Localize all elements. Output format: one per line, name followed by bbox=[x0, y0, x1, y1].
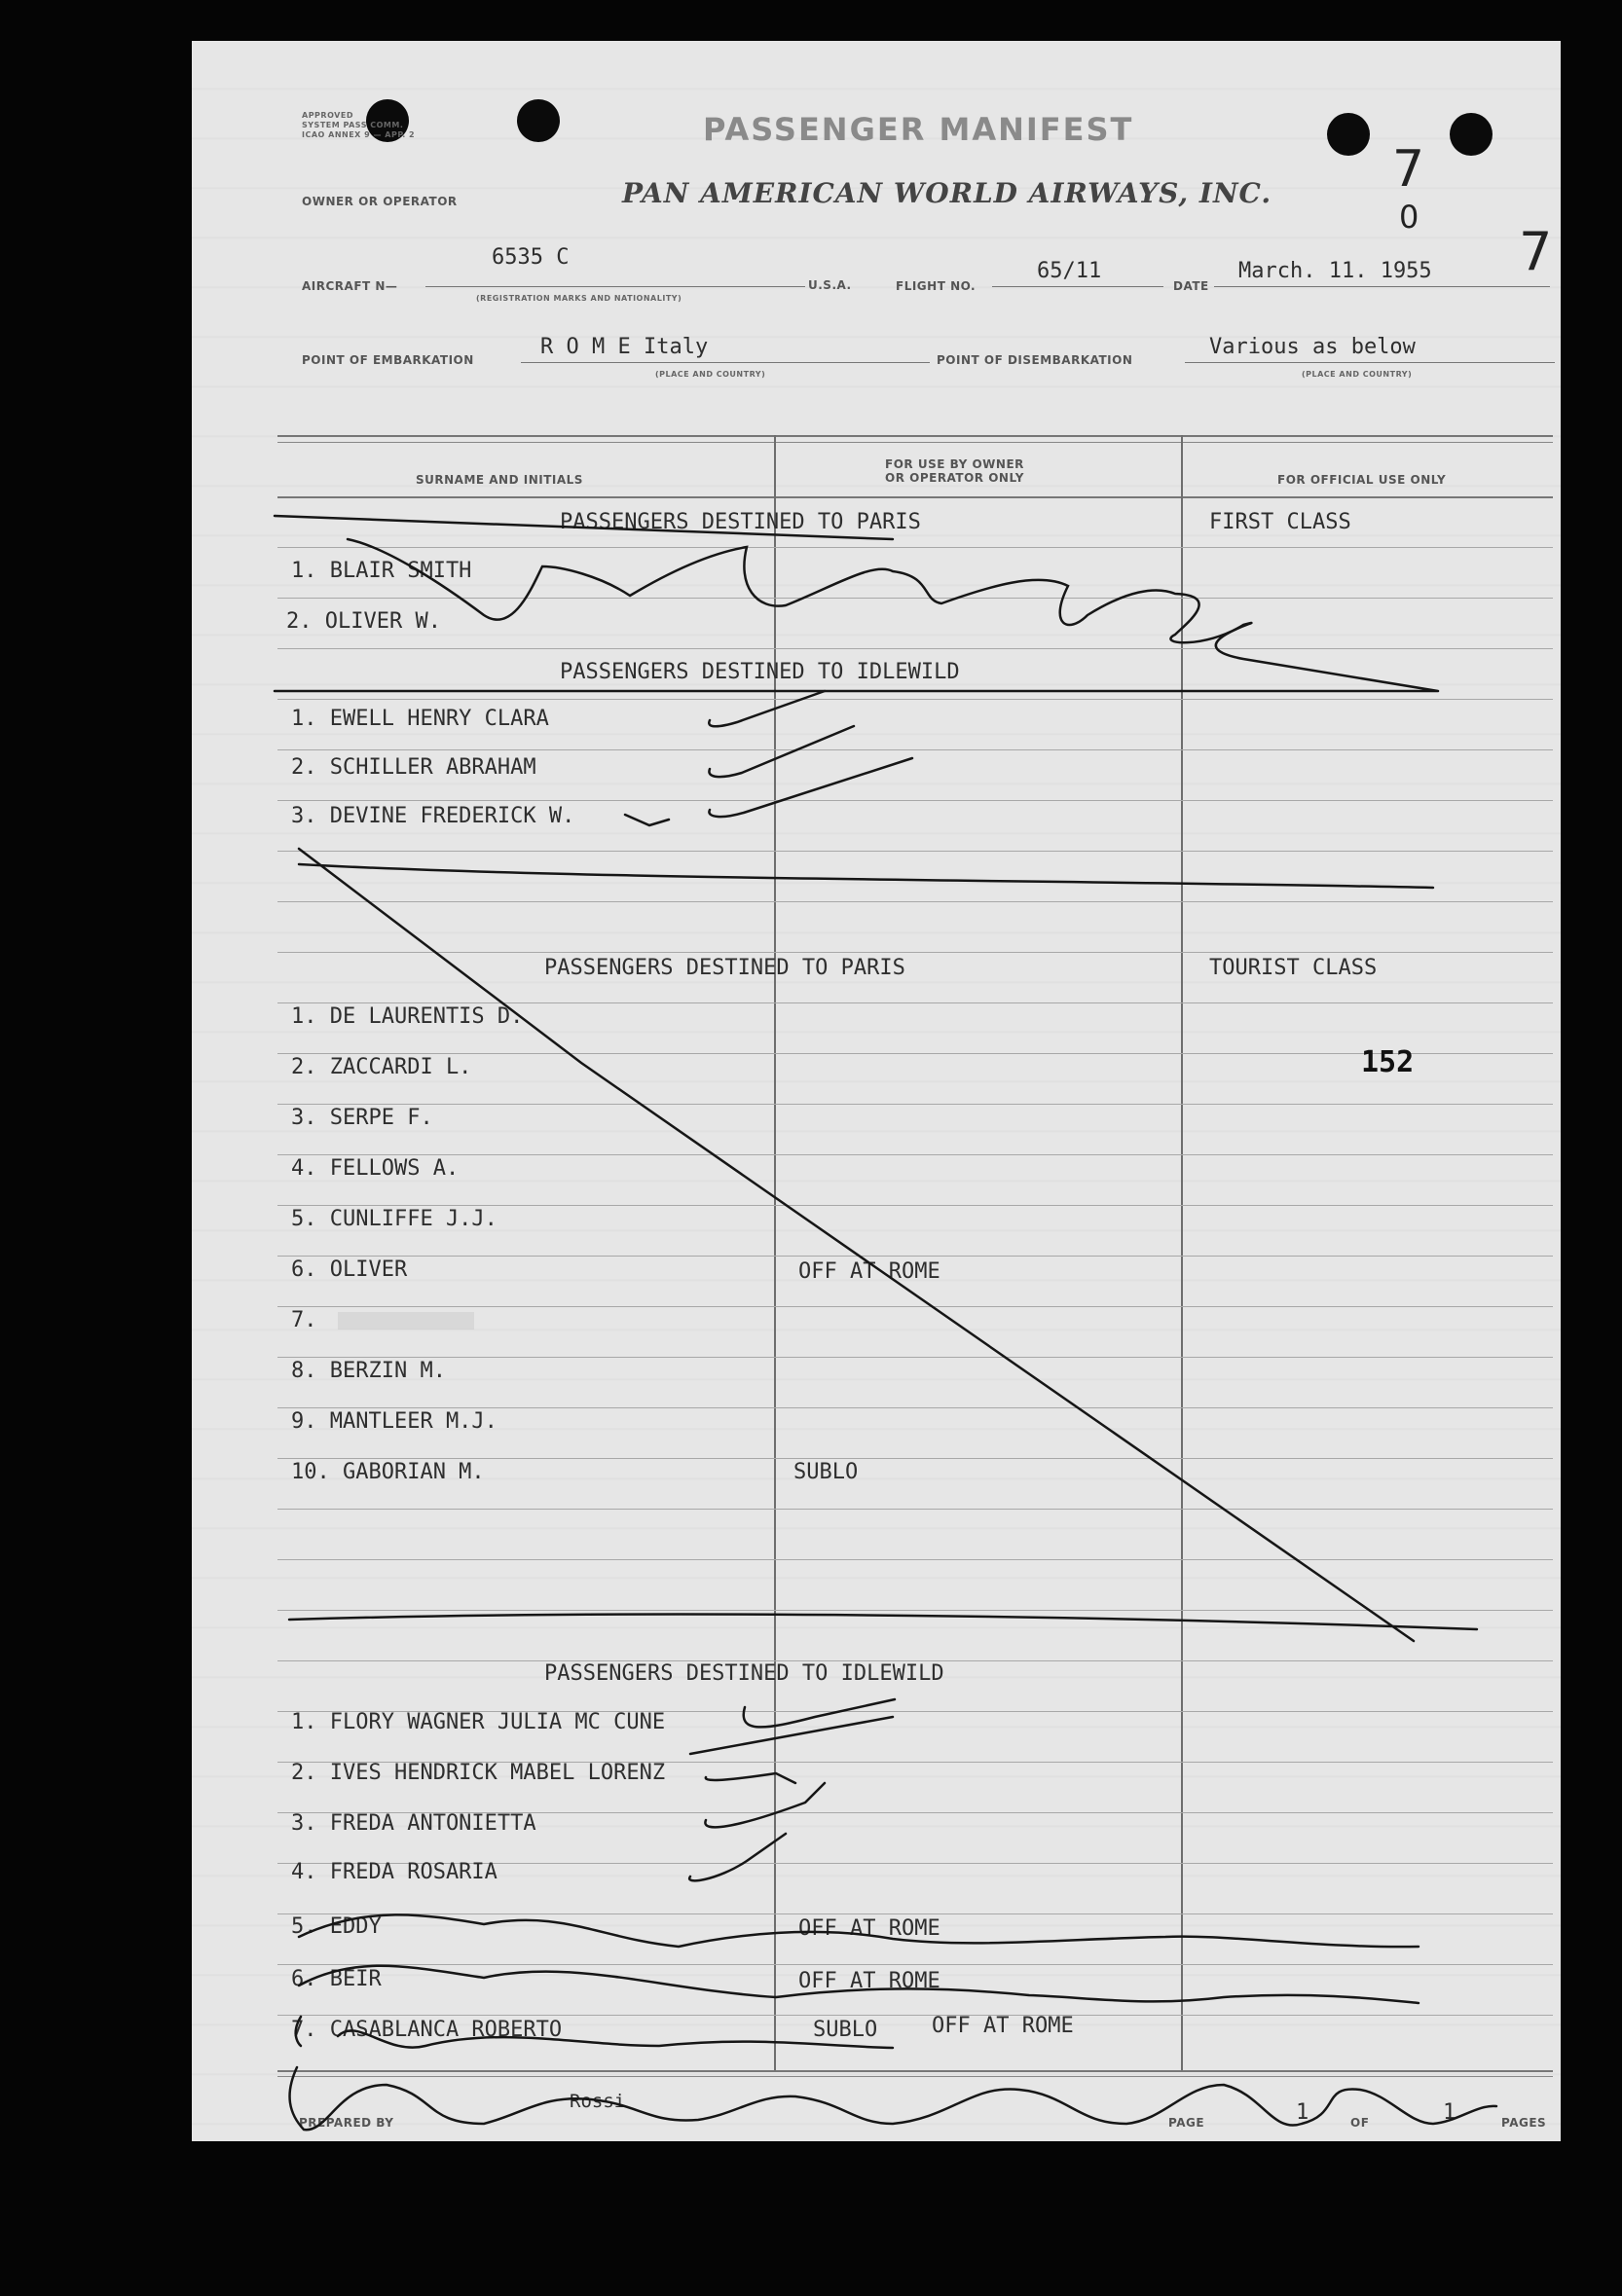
strike-scribble bbox=[275, 516, 1438, 691]
strike-wave bbox=[299, 1966, 1419, 2003]
passenger-row: 9. MANTLEER M.J. bbox=[291, 1409, 498, 1434]
strike-diagonal bbox=[299, 849, 1414, 1641]
strike-line bbox=[299, 864, 1433, 888]
disembark-value: Various as below bbox=[1209, 335, 1416, 359]
page-count: 1 bbox=[1443, 2100, 1456, 2125]
col-owner-use-line: OR OPERATOR ONLY bbox=[885, 471, 1024, 485]
col-owner-use-line: FOR USE BY OWNER bbox=[885, 457, 1024, 471]
passenger-row: 3. SERPE F. bbox=[291, 1106, 433, 1130]
prepared-by: Rossi bbox=[570, 2091, 626, 2112]
tally-number: 152 bbox=[1361, 1045, 1415, 1079]
owner-label: OWNER OR OPERATOR bbox=[302, 195, 458, 208]
approval-line: APPROVED bbox=[302, 111, 353, 120]
registration-note: (REGISTRATION MARKS AND NATIONALITY) bbox=[476, 294, 682, 303]
passenger-note: OFF AT ROME bbox=[932, 2014, 1074, 2038]
page-label: PAGE bbox=[1168, 2116, 1205, 2130]
passenger-row: 3. FREDA ANTONIETTA bbox=[291, 1811, 536, 1836]
section-heading: PASSENGERS DESTINED TO PARIS bbox=[544, 956, 905, 980]
section-heading: PASSENGERS DESTINED TO PARIS bbox=[560, 510, 921, 534]
strike-wave bbox=[290, 2067, 1496, 2130]
correction-mark bbox=[625, 815, 669, 825]
strike-wave bbox=[299, 1914, 1419, 1947]
passenger-row: 6. BEIR bbox=[291, 1967, 382, 1991]
check-mark bbox=[709, 758, 912, 817]
check-mark bbox=[709, 726, 854, 777]
date-label: DATE bbox=[1173, 279, 1209, 293]
passenger-row: 4. FREDA ROSARIA bbox=[291, 1860, 498, 1884]
passenger-row: 2. IVES HENDRICK MABEL LORENZ bbox=[291, 1761, 666, 1785]
check-mark bbox=[744, 1699, 895, 1727]
class-label: FIRST CLASS bbox=[1209, 510, 1351, 534]
place-note: (PLACE AND COUNTRY) bbox=[655, 370, 766, 379]
passenger-row: 8. BERZIN M. bbox=[291, 1359, 446, 1383]
strike-line bbox=[289, 1615, 1477, 1629]
date-value: March. 11. 1955 bbox=[1238, 259, 1432, 283]
passenger-row: 3. DEVINE FREDERICK W. bbox=[291, 804, 575, 828]
passenger-row: 4. FELLOWS A. bbox=[291, 1156, 460, 1181]
check-mark bbox=[706, 1773, 795, 1783]
strike-wave bbox=[338, 2030, 893, 2048]
form-title: PASSENGER MANIFEST bbox=[703, 111, 1134, 148]
airline-name: PAN AMERICAN WORLD AIRWAYS, INC. bbox=[622, 177, 1272, 209]
prepared-label: PREPARED BY bbox=[299, 2116, 394, 2130]
passenger-row: 2. OLIVER W. bbox=[286, 609, 441, 634]
passenger-note: SUBLO bbox=[793, 1460, 859, 1484]
usa-label: U.S.A. bbox=[808, 278, 852, 292]
passenger-row: 2. SCHILLER ABRAHAM bbox=[291, 755, 536, 780]
section-heading: PASSENGERS DESTINED TO IDLEWILD bbox=[544, 1661, 944, 1686]
passenger-row: 7. CASABLANCA ROBERTO bbox=[291, 2018, 563, 2042]
passenger-row: 5. EDDY bbox=[291, 1914, 382, 1939]
pages-label: PAGES bbox=[1501, 2116, 1547, 2130]
pen-marks bbox=[192, 41, 1561, 2141]
passenger-row: 6. OLIVER bbox=[291, 1257, 408, 1282]
of-label: OF bbox=[1350, 2116, 1370, 2130]
check-mark bbox=[709, 691, 825, 726]
col-surname: SURNAME AND INITIALS bbox=[416, 473, 583, 487]
passenger-note: OFF AT ROME bbox=[798, 1259, 940, 1284]
check-mark bbox=[705, 1783, 825, 1827]
strike-wave bbox=[296, 2017, 301, 2046]
passenger-row: 5. CUNLIFFE J.J. bbox=[291, 1207, 498, 1231]
passenger-row: 7. bbox=[291, 1308, 317, 1332]
flight-label: FLIGHT NO. bbox=[896, 279, 977, 293]
passenger-row: 1. FLORY WAGNER JULIA MC CUNE bbox=[291, 1710, 666, 1734]
passenger-row: 10. GABORIAN M. bbox=[291, 1460, 485, 1484]
check-mark bbox=[689, 1834, 786, 1880]
aircraft-label: AIRCRAFT N— bbox=[302, 279, 398, 293]
passenger-row: 1. DE LAURENTIS D. bbox=[291, 1004, 524, 1029]
passenger-row: 1. EWELL HENRY CLARA bbox=[291, 707, 549, 731]
passenger-note: OFF AT ROME bbox=[798, 1916, 940, 1941]
passenger-row: 1. BLAIR SMITH bbox=[291, 559, 472, 583]
passenger-note: OFF AT ROME bbox=[798, 1969, 940, 1993]
embark-value: R O M E Italy bbox=[540, 335, 709, 359]
approval-line: ICAO ANNEX 9 — APP. 2 bbox=[302, 130, 416, 139]
handwritten-number: 7 bbox=[1519, 221, 1553, 282]
manifest-sheet bbox=[192, 41, 1561, 2141]
class-label: TOURIST CLASS bbox=[1209, 956, 1378, 980]
handwritten-fraction-top: 7 bbox=[1392, 140, 1425, 199]
section-heading: PASSENGERS DESTINED TO IDLEWILD bbox=[560, 660, 960, 684]
place-note: (PLACE AND COUNTRY) bbox=[1302, 370, 1413, 379]
handwritten-fraction-bottom: 0 bbox=[1399, 199, 1419, 236]
passenger-row: 2. ZACCARDI L. bbox=[291, 1055, 472, 1079]
disembark-label: POINT OF DISEMBARKATION bbox=[937, 353, 1133, 367]
approval-line: SYSTEM PASS COMM. bbox=[302, 121, 404, 129]
flight-number: 65/11 bbox=[1037, 259, 1102, 283]
page-number: 1 bbox=[1296, 2100, 1309, 2125]
embark-label: POINT OF EMBARKATION bbox=[302, 353, 474, 367]
passenger-note: SUBLO bbox=[813, 2018, 878, 2042]
aircraft-number: 6535 C bbox=[492, 245, 570, 270]
col-official: FOR OFFICIAL USE ONLY bbox=[1277, 473, 1447, 487]
